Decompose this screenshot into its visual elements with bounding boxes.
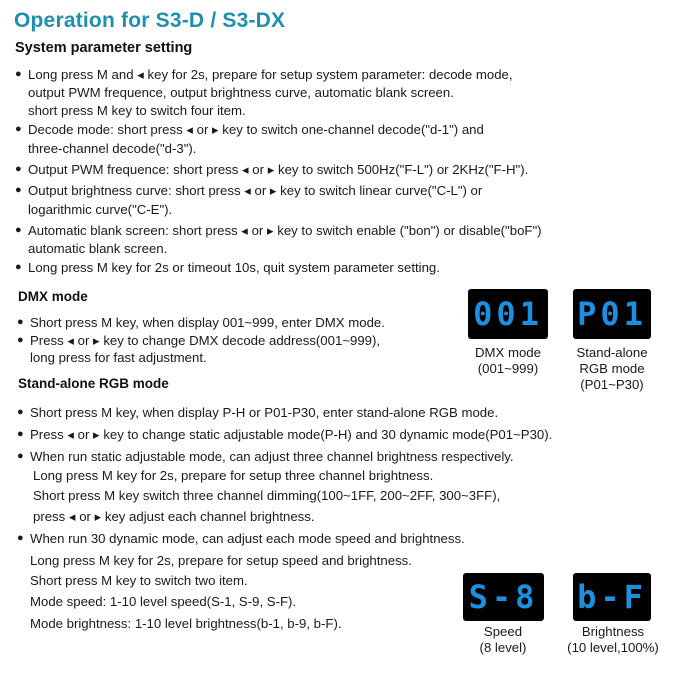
bullet-icon: ● <box>17 316 24 328</box>
standalone-caption <box>557 345 667 393</box>
speed-caption-line-2: (8 level) <box>479 640 527 655</box>
system-line-6: ● Output PWM frequence: short press ◂ or ▸ key to switch 500Hz("F-L") or 2KHz("F-H"). <box>15 162 529 177</box>
bullet-icon: ● <box>15 123 22 135</box>
brightness-display: b-F <box>573 573 651 621</box>
standalone-line-9: Short press M key to switch two item. <box>30 573 248 588</box>
brightness-caption-line-1: Brightness <box>581 624 645 639</box>
system-line-1: ● Long press M and ◂ key for 2s, prepare for setup system parameter: decode mode, <box>15 67 513 82</box>
bullet-icon: ● <box>15 163 22 175</box>
speed-caption <box>448 624 558 656</box>
system-line-10: automatic blank screen. <box>28 241 168 256</box>
standalone-heading: Stand-alone RGB mode <box>18 376 169 391</box>
system-line-4: ● Decode mode: short press ◂ or ▸ key to switch one-channel decode("d-1") and <box>15 122 484 137</box>
dmx-line-1: ● Short press M key, when display 001~999, enter DMX mode. <box>17 315 385 330</box>
bullet-icon: ● <box>17 532 24 544</box>
dmx-caption <box>458 345 558 377</box>
standalone-caption-line-3: (P01~P30) <box>580 377 644 392</box>
standalone-line-2: ● Press ◂ or ▸ key to change static adjustable mode(P-H) and 30 dynamic mode(P01~P30). <box>17 427 553 442</box>
standalone-line-6: press ◂ or ▸ key adjust each channel brightness. <box>33 509 315 524</box>
bullet-icon: ● <box>15 224 22 236</box>
speed-display: S-8 <box>463 573 544 621</box>
page-title: Operation for S3-D / S3-DX <box>14 9 286 32</box>
system-line-11: ● Long press M key for 2s or timeout 10s, quit system parameter setting. <box>15 260 440 275</box>
system-line-8: logarithmic curve("C-E"). <box>28 202 173 217</box>
standalone-line-8: Long press M key for 2s, prepare for setup speed and brightness. <box>30 553 412 568</box>
standalone-caption-line-1: Stand-alone <box>576 345 648 360</box>
standalone-line-7: ● When run 30 dynamic mode, can adjust each mode speed and brightness. <box>17 531 465 546</box>
dmx-display: 001 <box>468 289 548 339</box>
system-line-5: three-channel decode("d-3"). <box>28 141 197 156</box>
bullet-icon: ● <box>17 450 24 462</box>
bullet-icon: ● <box>15 68 22 80</box>
standalone-line-4: Long press M key for 2s, prepare for setup three channel brightness. <box>33 468 434 483</box>
standalone-line-3: ● When run static adjustable mode, can adjust three channel brightness respectively. <box>17 449 514 464</box>
system-line-9: ● Automatic blank screen: short press ◂ or ▸ key to switch enable ("bon") or disable("boF") <box>15 223 542 238</box>
dmx-heading: DMX mode <box>18 289 88 304</box>
system-line-7: ● Output brightness curve: short press ◂ or ▸ key to switch linear curve("C-L") or <box>15 183 483 198</box>
bullet-icon: ● <box>17 406 24 418</box>
bullet-icon: ● <box>15 261 22 273</box>
brightness-caption <box>552 624 674 656</box>
brightness-caption-line-2: (10 level,100%) <box>567 640 659 655</box>
bullet-icon: ● <box>17 334 24 346</box>
system-heading: System parameter setting <box>15 40 193 56</box>
bullet-icon: ● <box>15 184 22 196</box>
standalone-line-11: Mode brightness: 1-10 level brightness(b-1, b-9, b-F). <box>30 616 342 631</box>
standalone-display: P01 <box>573 289 651 339</box>
standalone-line-5: Short press M key switch three channel dimming(100~1FF, 200~2FF, 300~3FF), <box>33 488 501 503</box>
standalone-line-1: ● Short press M key, when display P-H or P01-P30, enter stand-alone RGB mode. <box>17 405 499 420</box>
system-line-2: output PWM frequence, output brightness curve, automatic blank screen. <box>28 85 454 100</box>
dmx-line-3: long press for fast adjustment. <box>30 350 207 365</box>
speed-caption-line-1: Speed <box>483 624 523 639</box>
bullet-icon: ● <box>17 428 24 440</box>
dmx-caption-line-1: DMX mode <box>475 345 541 360</box>
dmx-line-2: ● Press ◂ or ▸ key to change DMX decode address(001~999), <box>17 333 381 348</box>
standalone-line-10: Mode speed: 1-10 level speed(S-1, S-9, S-F). <box>30 594 297 609</box>
standalone-caption-line-2: RGB mode <box>579 361 645 376</box>
dmx-caption-line-2: (001~999) <box>477 361 539 376</box>
system-line-3: short press M key to switch four item. <box>28 103 246 118</box>
